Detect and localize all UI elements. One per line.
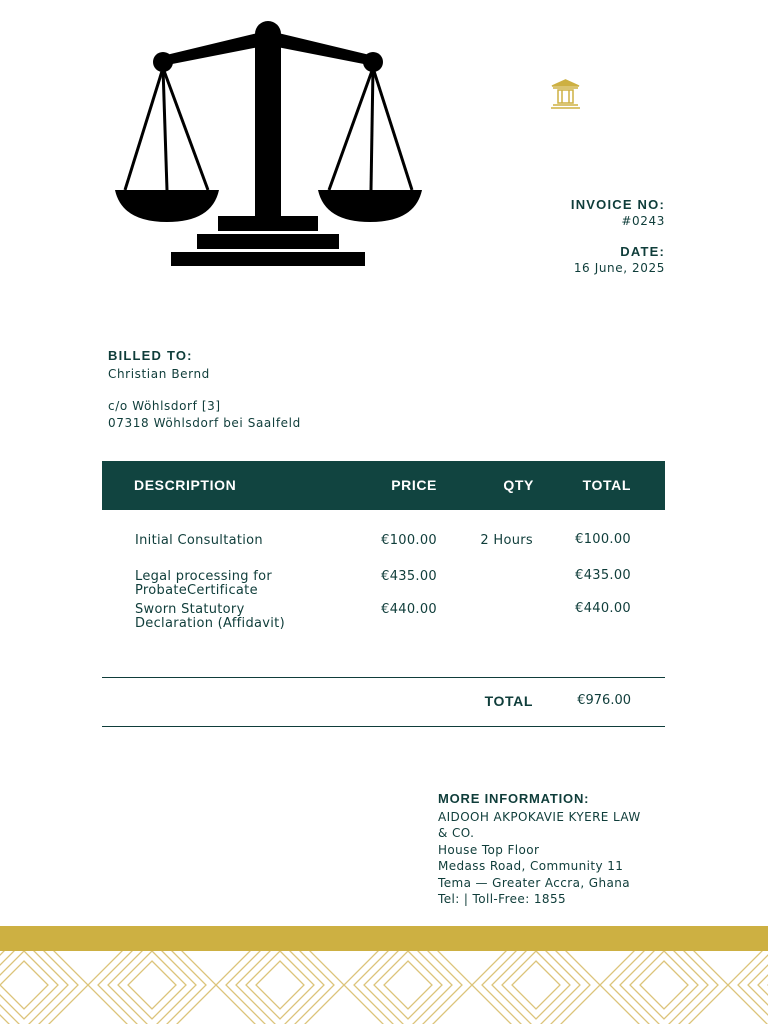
info-line: & CO. xyxy=(438,826,475,841)
total-divider-bottom xyxy=(102,726,665,727)
column-header-description: DESCRIPTION xyxy=(134,477,237,493)
row-price: €435.00 xyxy=(381,569,437,584)
billed-to-address-line1: c/o Wöhlsdorf [3] xyxy=(108,399,221,413)
row-qty: 2 Hours xyxy=(480,533,533,548)
footer-gold-band xyxy=(0,926,768,951)
info-line: House Top Floor xyxy=(438,842,540,857)
billed-to-name: Christian Bernd xyxy=(108,367,210,381)
column-header-price: PRICE xyxy=(391,477,437,493)
row-total: €100.00 xyxy=(575,532,631,547)
bank-building-icon xyxy=(549,79,582,116)
row-price: €440.00 xyxy=(381,602,437,617)
invoice-date-label: DATE: xyxy=(620,244,665,259)
billed-to-label: BILLED TO: xyxy=(108,348,193,363)
billed-to-address-line2: 07318 Wöhlsdorf bei Saalfeld xyxy=(108,416,301,430)
column-header-qty: QTY xyxy=(503,477,534,493)
invoice-number-label: INVOICE NO: xyxy=(570,197,665,212)
info-line: Tema — Greater Accra, Ghana xyxy=(438,875,631,890)
more-information xyxy=(438,791,668,907)
row-total: €435.00 xyxy=(575,568,631,583)
total-divider-top xyxy=(102,677,665,678)
total-value: €976.00 xyxy=(577,693,631,708)
table-header xyxy=(102,461,665,510)
row-total: €440.00 xyxy=(575,601,631,616)
invoice-number: #0243 xyxy=(621,214,665,228)
info-line: Medass Road, Community 11 xyxy=(438,859,624,874)
scales-of-justice-icon xyxy=(112,20,424,275)
info-line: AIDOOH AKPOKAVIE KYERE LAW xyxy=(438,810,641,824)
info-line: Tel: | Toll-Free: 1855 xyxy=(438,892,567,907)
footer-geometric-pattern xyxy=(0,951,768,1029)
row-description: Initial Consultation xyxy=(135,533,263,548)
invoice-date: 16 June, 2025 xyxy=(573,261,665,275)
row-description: Sworn Statutory Declaration (Affidavit) xyxy=(135,602,285,631)
row-price: €100.00 xyxy=(381,533,437,548)
more-information-label: MORE INFORMATION: xyxy=(438,791,590,806)
row-description: Legal processing for ProbateCertificate xyxy=(135,569,273,598)
column-header-total: TOTAL xyxy=(582,477,631,493)
total-label: TOTAL xyxy=(484,693,533,709)
